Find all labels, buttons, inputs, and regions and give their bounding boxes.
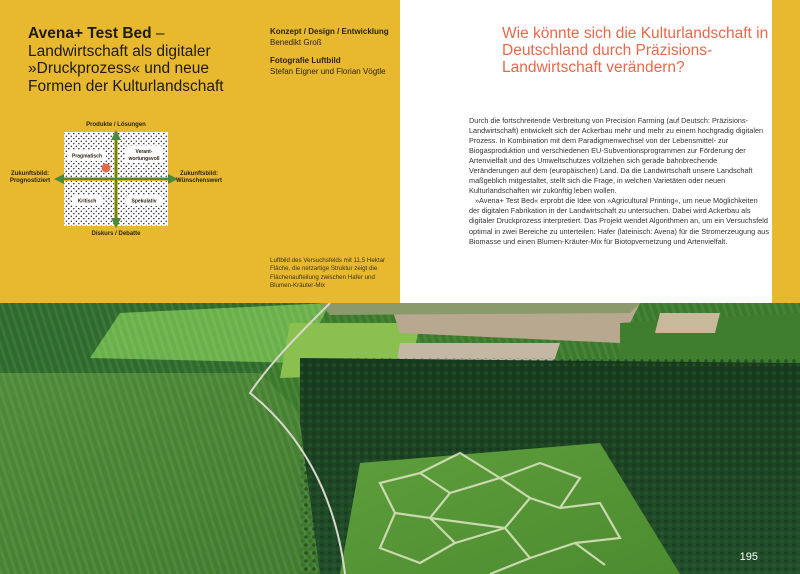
article-headline: Wie könnte sich die Kulturlandschaft in Deutschland durch Präzisions-Landwirtschaft verändern? xyxy=(502,25,769,76)
label-verantwortung-2: wortungsvoll xyxy=(128,156,160,162)
aerial-field-photo xyxy=(0,303,800,574)
page-number: 195 xyxy=(739,551,758,563)
title-subtitle: Landwirtschaft als digitaler »Druckprozess« und neue Formen der Kulturlandschaft xyxy=(28,42,224,95)
axis-label-top: Produkte / Lösungen xyxy=(86,122,146,128)
axis-label-right-1: Zukunftsbild: xyxy=(180,171,218,177)
label-pragmatisch: Pragmatisch xyxy=(71,153,103,160)
axis-label-left-1: Zukunftsbild: xyxy=(11,171,49,177)
body-paragraph-2: »Avena+ Test Bed« erprobt die Idee von »Agricultural Printing«, um neue Möglichkeiten der digitalen Fabrikation in der Landwirtschaft zu untersuchen. Dabei wird Ackerbau als digitaler Druckprozess interpretiert. Das Projekt wendet Algorithmen an, um ein Versuchsfeld optimal in zwei Bereiche zu unterteilen: Hafer (lateinisch: Avena) für die Stromerzeugung aus Biomasse und einen Blumen-Kräuter-Mix für Biotopvernetzung und Artenvielfalt. xyxy=(469,196,770,246)
label-kritisch: Kritisch xyxy=(77,198,97,205)
credit-value-photo: Stefan Eigner und Florian Vögtle xyxy=(270,66,386,76)
credit-value-concept: Benedikt Groß xyxy=(270,37,322,47)
body-text xyxy=(469,116,769,247)
body-paragraph-1: Durch die fortschreitende Verbreitung von Precision Farming (auf Deutsch: Präzisions-Landwirtschaft) entwickelt sich der Ackerbau mehr und mehr zu einem hochgradig digitalen Prozess. In Kombination mit dem Paradigmenwechsel von der Lebensmittel- zur Biogasproduktion und verschiedenen EU-Subventionsprogrammen zur Förderung der Artenvielfalt und des Umweltschutzes vollziehen sich gerade bahnbrechende Veränderungen auf dem (europäischen) Land. Da die Landwirtschaft unsere Landschaft maßgeblich mitgestaltet, stellt sich die Frage, in welchen Varietäten oder neuen Kulturlandschaften wir zukünftig leben wollen. xyxy=(469,116,764,196)
label-spekulativ: Spekulativ xyxy=(131,198,157,205)
axis-label-bottom: Diskurs / Debatte xyxy=(91,231,141,237)
label-verantwortung-1: Verant- xyxy=(135,149,153,155)
axis-label-left-2: Prognostiziert xyxy=(9,178,51,184)
photo-caption: Luftbild des Versuchsfelds mit 11,5 Hektar Fläche, die netzartige Struktur zeigt die Flächenaufteilung zwischen Hafer und Blumen-Kräuter-Mix xyxy=(270,257,386,289)
project-marker xyxy=(102,164,111,173)
quadrant-diagram xyxy=(0,110,260,240)
credit-label-photo: Fotografie Luftbild xyxy=(270,56,341,65)
right-yellow-strip xyxy=(772,0,800,303)
credit-label-concept: Konzept / Design / Entwicklung xyxy=(270,27,389,36)
credits-block xyxy=(270,27,395,85)
axis-label-right-2: Wünschenswert xyxy=(175,178,223,184)
title-bold: Avena+ Test Bed xyxy=(28,25,152,42)
title-dash: – xyxy=(151,25,165,42)
article-title xyxy=(28,25,248,95)
